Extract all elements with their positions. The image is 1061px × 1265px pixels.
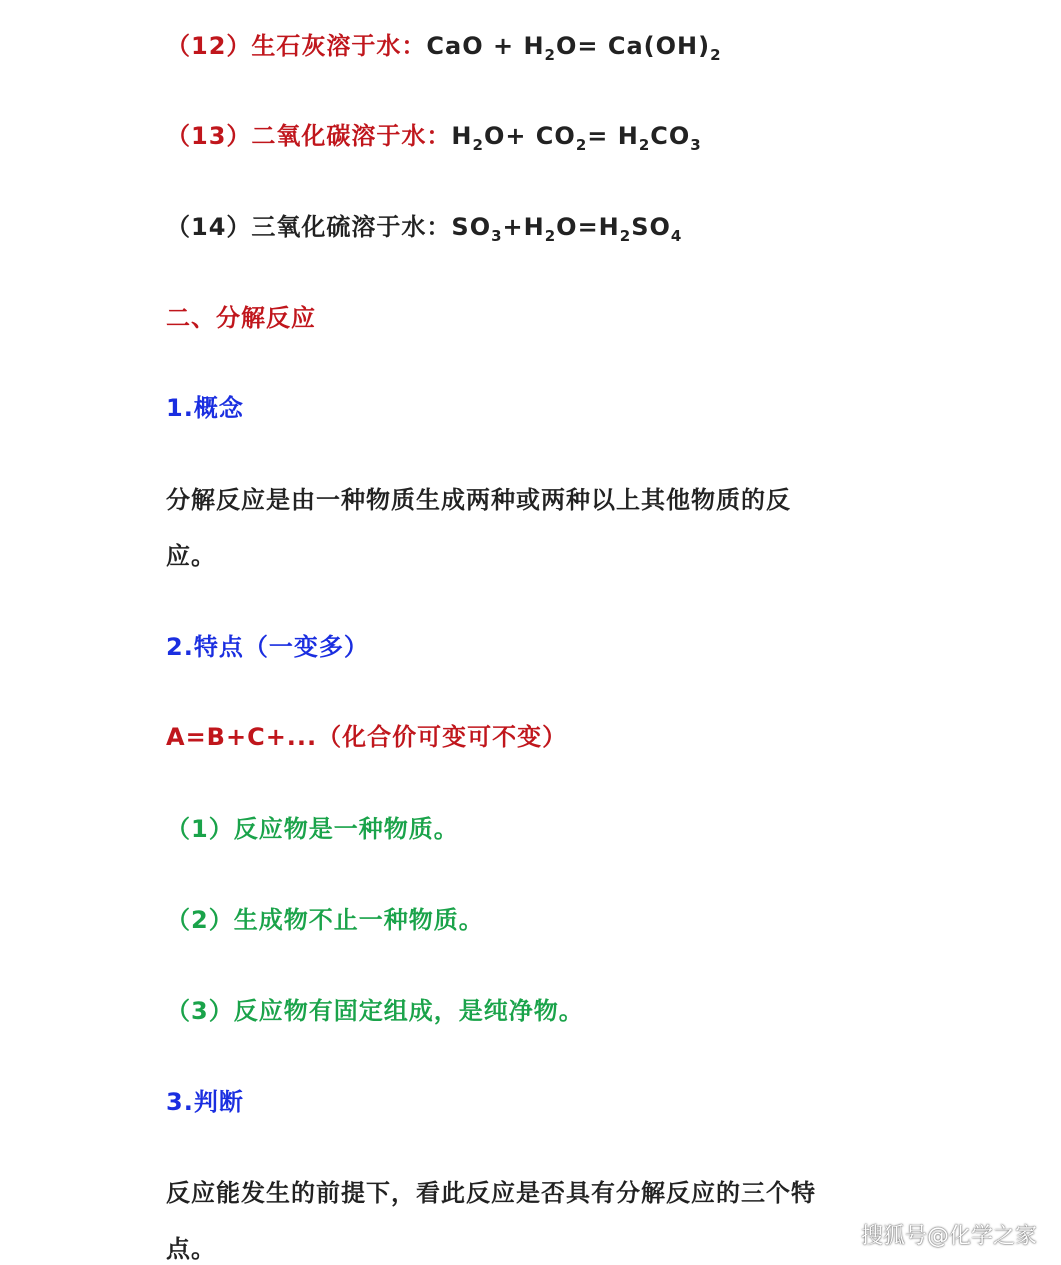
reaction-14-label: （14）三氧化硫溶于水：: [166, 213, 452, 241]
reaction-14: [166, 211, 682, 243]
reaction-13-label: （13）二氧化碳溶于水：: [166, 122, 452, 150]
feature-item-1: （1）反应物是一种物质。: [166, 815, 459, 843]
features-heading: 2.特点（一变多）: [166, 633, 369, 661]
judge-body-line-2: 点。: [166, 1235, 216, 1263]
reaction-14-formula: $SO_3+H_2O=H_2SO_4$: [451, 213, 683, 245]
judge-heading: 3.判断: [166, 1088, 244, 1116]
feature-item-3: （3）反应物有固定组成，是纯净物。: [166, 997, 584, 1025]
feature-item-2: （2）生成物不止一种物质。: [166, 906, 484, 934]
reaction-12-label: （12）生石灰溶于水：: [166, 32, 427, 60]
reaction-13: [166, 120, 702, 152]
watermark: 搜狐号@化学之家: [860, 1224, 1037, 1249]
section-title: 二、分解反应: [166, 304, 316, 332]
concept-body-line-1: 分解反应是由一种物质生成两种或两种以上其他物质的反: [166, 486, 791, 514]
reaction-12-formula: CaO + $H_2O= Ca(OH)_2$: [426, 32, 722, 64]
reaction-12: [166, 30, 722, 62]
judge-body-line-1: 反应能发生的前提下，看此反应是否具有分解反应的三个特: [166, 1179, 816, 1207]
concept-body-line-2: 应。: [166, 542, 216, 570]
reaction-13-formula: $H_2O+ CO_2= H_2CO_3$: [451, 122, 702, 154]
concept-heading: 1.概念: [166, 394, 244, 422]
general-formula: A=B+C+...（化合价可变可不变）: [166, 723, 568, 751]
